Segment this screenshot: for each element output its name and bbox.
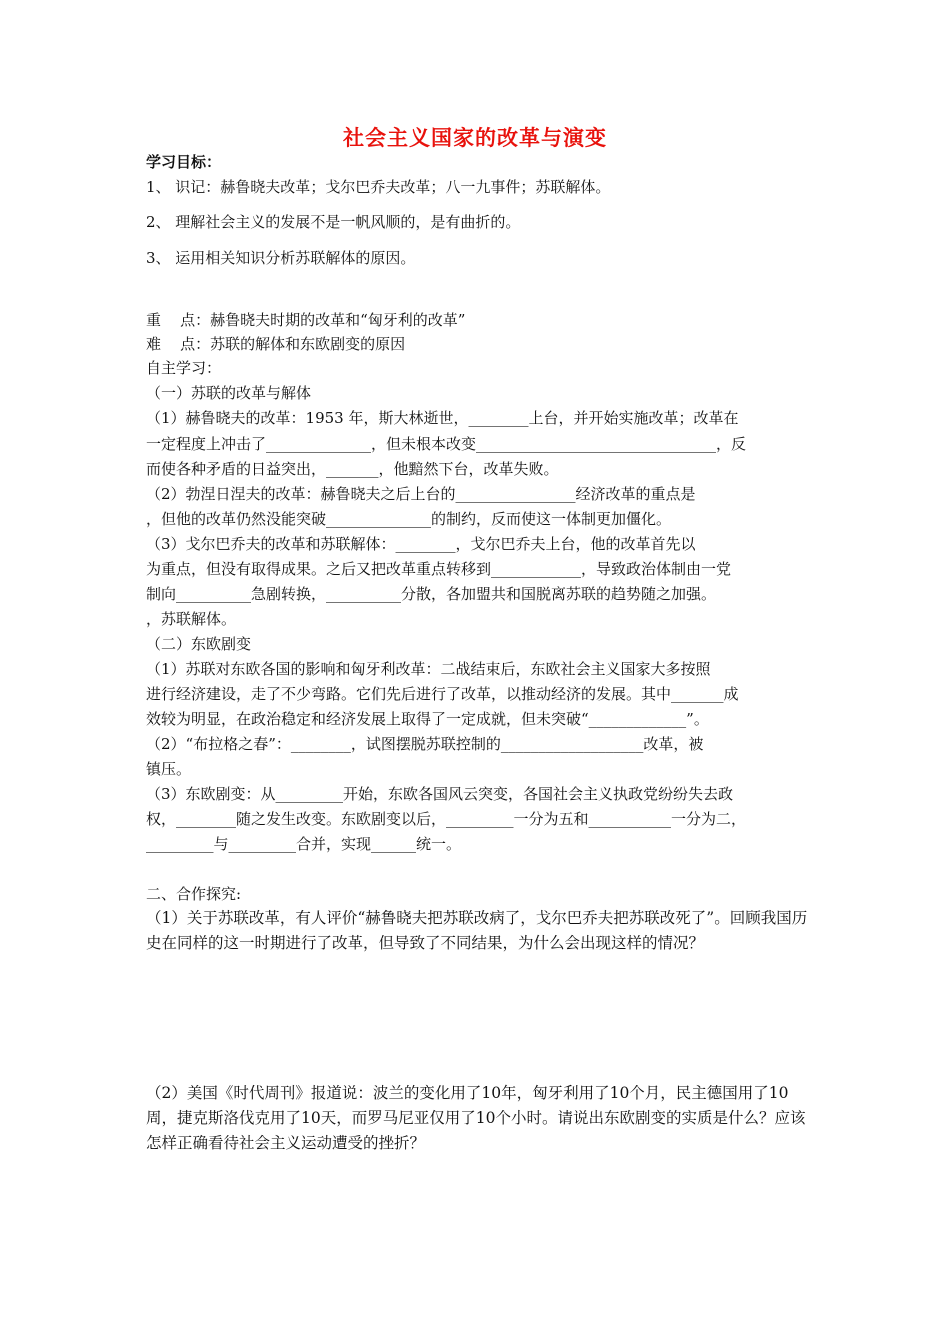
part1-line: 一定程度上冲击了______________，但未根本改变________________________________，反 <box>146 435 747 453</box>
key-points: 重 点：赫鲁晓夫时期的改革和“匈牙利的改革” <box>146 311 466 329</box>
part2-line: 进行经济建设，走了不少弯路。它们先后进行了改革，以推动经济的发展。其中_______成 <box>146 685 739 703</box>
part2-line: （3）东欧剧变：从_________开始，东欧各国风云突变，各国社会主义执政党纷纷失去政 <box>146 785 734 803</box>
part2-heading: （二）东欧剧变 <box>146 635 252 653</box>
part1-line: ，苏联解体。 <box>146 610 237 628</box>
part2-line: （2）“布拉格之春”：________，试图摆脱苏联控制的___________________改革，被 <box>146 735 704 753</box>
part1-line: （3）戈尔巴乔夫的改革和苏联解体：________，戈尔巴乔夫上台，他的改革首先以 <box>146 535 696 553</box>
part2-line: （1）苏联对东欧各国的影响和匈牙利改革：二战结束后，东欧社会主义国家大多按照 <box>146 660 711 678</box>
part1-line: ，但他的改革仍然没能突破______________的制约，反而使这一体制更加僵化。 <box>146 510 672 528</box>
document-title: 社会主义国家的改革与演变 <box>343 125 607 150</box>
objective-item: 2、 理解社会主义的发展不是一帆风顺的，是有曲折的。 <box>146 213 521 231</box>
part1-line: （2）勃涅日涅夫的改革：赫鲁晓夫之后上台的________________经济改革的重点是 <box>146 485 696 503</box>
objective-item: 1、 识记：赫鲁晓夫改革；戈尔巴乔夫改革；八一九事件；苏联解体。 <box>146 178 611 196</box>
part2-line: 权，________随之发生改变。东欧剧变以后，_________一分为五和___________一分为二， <box>146 810 747 828</box>
part1-line: 为重点，但没有取得成果。之后又把改革重点转移到____________，导致政治体制由一党 <box>146 560 732 578</box>
difficulties: 难 点：苏联的解体和东欧剧变的原因 <box>146 335 406 353</box>
objective-item: 3、 运用相关知识分析苏联解体的原因。 <box>146 249 416 267</box>
part1-line: 而使各种矛盾的日益突出，_______，他黯然下台，改革失败。 <box>146 460 559 478</box>
inquiry-question-2: （2）美国《时代周刊》报道说：波兰的变化用了10年，匈牙利用了10个月，民主德国用了10周，捷克斯洛伐克用了10天，而罗马尼亚仅用了10个小时。请说出东欧剧变的实质是什么？应该怎样正确看待社会主义运动遭受的挫折？ <box>146 1084 806 1152</box>
inquiry-question-1: （1）关于苏联改革，有人评价“赫鲁晓夫把苏联改病了，戈尔巴乔夫把苏联改死了”。回顾我国历史在同样的这一时期进行了改革，但导致了不同结果，为什么会出现这样的情况？ <box>146 909 808 952</box>
inquiry-heading: 二、合作探究: <box>146 885 242 903</box>
part1-line: 制向__________急剧转换，__________分散，各加盟共和国脱离苏联的趋势随之加强。 <box>146 585 717 603</box>
part2-line: 效较为明显，在政治稳定和经济发展上取得了一定成就，但未突破“_____________”。 <box>146 710 709 728</box>
self-study-heading: 自主学习： <box>146 359 222 377</box>
objectives-heading: 学习目标： <box>146 153 222 171</box>
part2-line: 镇压。 <box>146 760 192 778</box>
part2-line: _________与_________合并，实现______统一。 <box>146 835 462 853</box>
part1-line: （1）赫鲁晓夫的改革：1953 年，斯大林逝世，________上台，并开始实施改革；改革在 <box>146 409 739 427</box>
part1-heading: （一）苏联的改革与解体 <box>146 384 312 402</box>
